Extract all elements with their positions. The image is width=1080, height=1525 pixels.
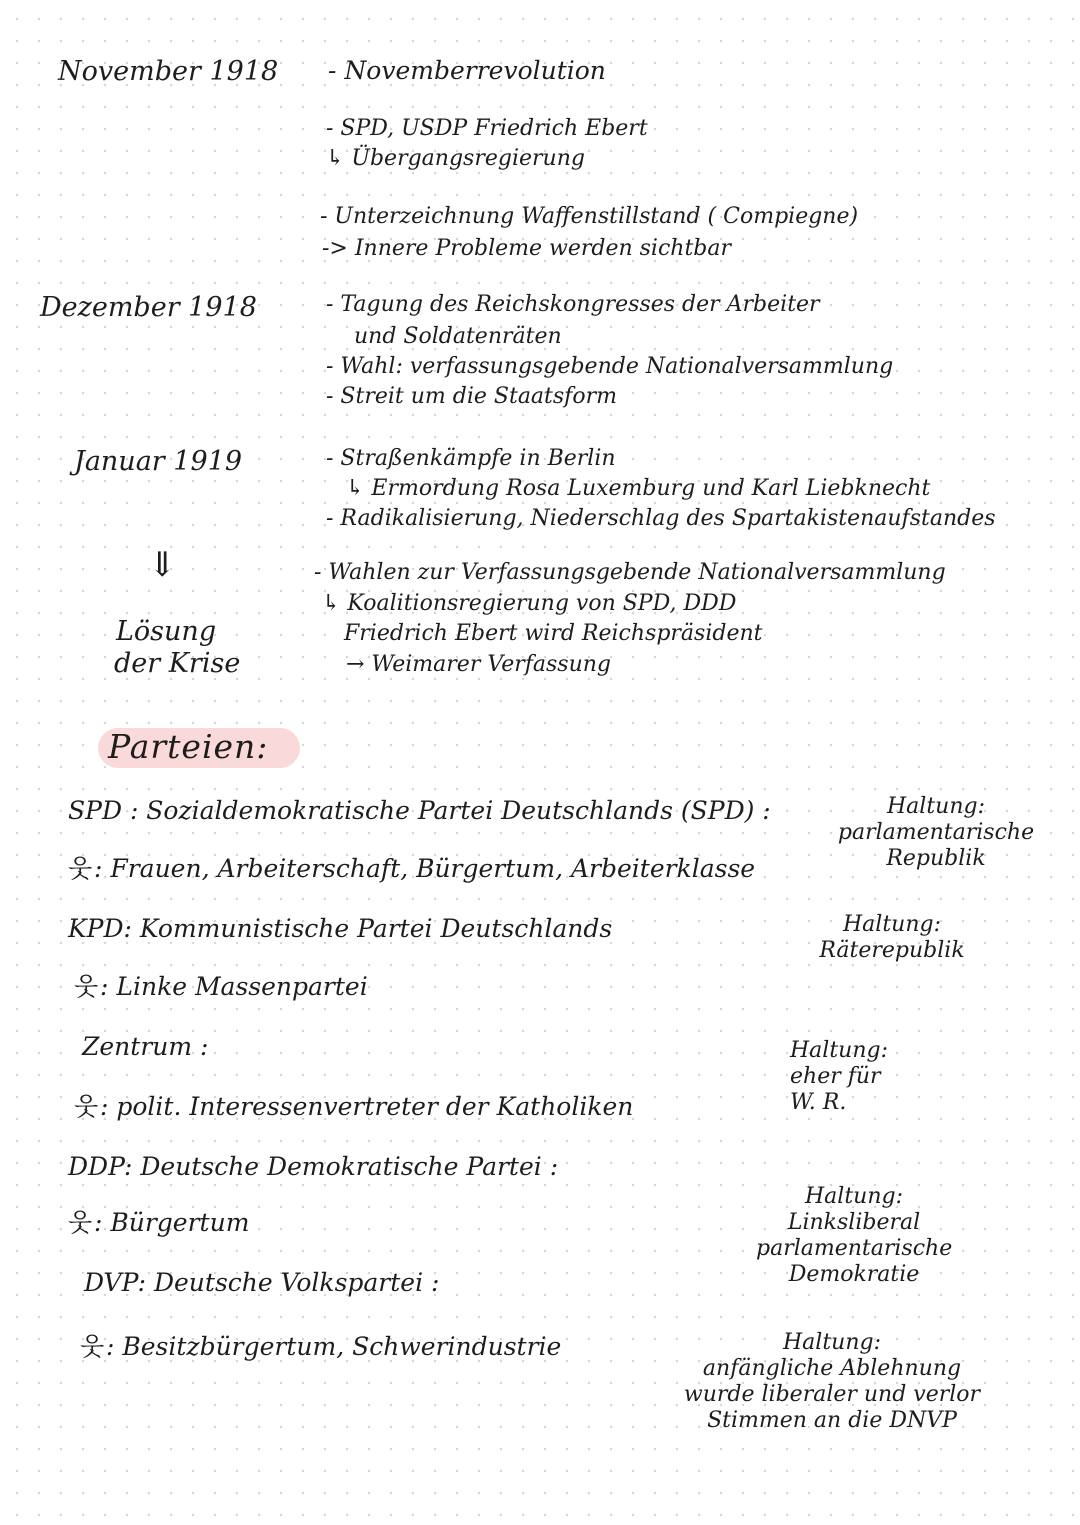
- parteien-heading: Parteien:: [108, 727, 269, 766]
- resolution-line-3: Friedrich Ebert wird Reichspräsident: [344, 621, 763, 646]
- stance-line: Linksliberal: [787, 1209, 921, 1235]
- stance-line: parlamentarische: [837, 819, 1035, 845]
- party-kpd-stance: [804, 912, 980, 964]
- party-zentrum-name: Zentrum :: [82, 1032, 209, 1061]
- dec-line-3: - Wahl: verfassungsgebende Nationalversammlung: [326, 354, 894, 379]
- stance-line: Republik: [886, 845, 986, 871]
- party-spd-voters-text: : Frauen, Arbeiterschaft, Bürgertum, Arbeiterklasse: [94, 854, 756, 883]
- resolution-label-line-1: Lösung: [116, 616, 217, 647]
- nov-line-2: ↳ Übergangsregierung: [326, 146, 585, 171]
- person-icon: 웃: [80, 1332, 105, 1361]
- party-ddp-name: DDP: Deutsche Demokratische Partei :: [68, 1152, 559, 1181]
- resolution-line-2: ↳ Koalitionsregierung von SPD, DDD: [322, 591, 737, 616]
- person-icon: 웃: [74, 972, 99, 1001]
- stance-line: Demokratie: [788, 1261, 920, 1287]
- party-ddp-stance: [756, 1184, 952, 1288]
- date-november-1918: November 1918: [58, 56, 279, 87]
- stance-line: eher für: [790, 1063, 881, 1089]
- party-dvp-voters: [80, 1334, 561, 1359]
- stance-label: Haltung:: [886, 794, 985, 819]
- stance-line: anfängliche Ablehnung: [702, 1355, 962, 1381]
- date-dezember-1918: Dezember 1918: [40, 292, 257, 323]
- party-kpd-voters: [74, 974, 368, 999]
- date-januar-1919: Januar 1919: [74, 446, 242, 477]
- party-zentrum-stance: [790, 1038, 930, 1116]
- party-zentrum-voters-text: : polit. Interessenvertreter der Katholiken: [100, 1092, 634, 1121]
- nov-line-3: - Unterzeichnung Waffenstillstand ( Compiegne): [320, 204, 859, 229]
- stance-label: Haltung:: [842, 912, 941, 937]
- stance-line: Räterepublik: [819, 937, 965, 963]
- resolution-label-line-2: der Krise: [114, 648, 241, 679]
- party-dvp-stance: [662, 1330, 1002, 1434]
- party-ddp-voters: [68, 1210, 249, 1235]
- stance-line: wurde liberaler und verlor: [683, 1381, 981, 1407]
- nov-line-1: - SPD, USDP Friedrich Ebert: [326, 116, 648, 141]
- party-spd-name: SPD : Sozialdemokratische Partei Deutschlands (SPD) :: [68, 796, 771, 825]
- dec-line-2: und Soldatenräten: [354, 324, 562, 349]
- stance-label: Haltung:: [804, 1184, 903, 1209]
- person-icon: 웃: [74, 1092, 99, 1121]
- party-kpd-voters-text: : Linke Massenpartei: [100, 972, 368, 1001]
- november-revolution-headline: - Novemberrevolution: [328, 56, 606, 85]
- person-icon: 웃: [68, 854, 93, 883]
- stance-line: parlamentarische: [756, 1235, 953, 1261]
- stance-line: W. R.: [790, 1089, 847, 1115]
- dec-line-1: - Tagung des Reichskongresses der Arbeiter: [326, 292, 820, 317]
- nov-line-4: -> Innere Probleme werden sichtbar: [322, 236, 732, 261]
- party-dvp-voters-text: : Besitzbürgertum, Schwerindustrie: [106, 1332, 562, 1361]
- stance-label: Haltung:: [790, 1038, 889, 1063]
- dec-line-4: - Streit um die Staatsform: [326, 384, 617, 409]
- stance-line: Stimmen an die DNVP: [707, 1407, 957, 1433]
- party-spd-voters: [68, 856, 755, 881]
- person-icon: 웃: [68, 1208, 93, 1237]
- party-ddp-voters-text: : Bürgertum: [94, 1208, 250, 1237]
- jan-line-3: - Radikalisierung, Niederschlag des Spartakistenaufstandes: [326, 506, 996, 531]
- party-spd-stance: [818, 794, 1054, 872]
- party-zentrum-voters: [74, 1094, 633, 1119]
- resolution-line-1: - Wahlen zur Verfassungsgebende Nationalversammlung: [314, 560, 946, 585]
- jan-line-1: - Straßenkämpfe in Berlin: [326, 446, 616, 471]
- party-dvp-name: DVP: Deutsche Volkspartei :: [84, 1268, 440, 1297]
- party-kpd-name: KPD: Kommunistische Partei Deutschlands: [68, 914, 613, 943]
- stance-label: Haltung:: [782, 1330, 881, 1355]
- down-arrow-icon: ⇓: [148, 545, 177, 585]
- jan-line-2: ↳ Ermordung Rosa Luxemburg und Karl Liebknecht: [346, 476, 931, 501]
- resolution-line-4: → Weimarer Verfassung: [346, 652, 611, 677]
